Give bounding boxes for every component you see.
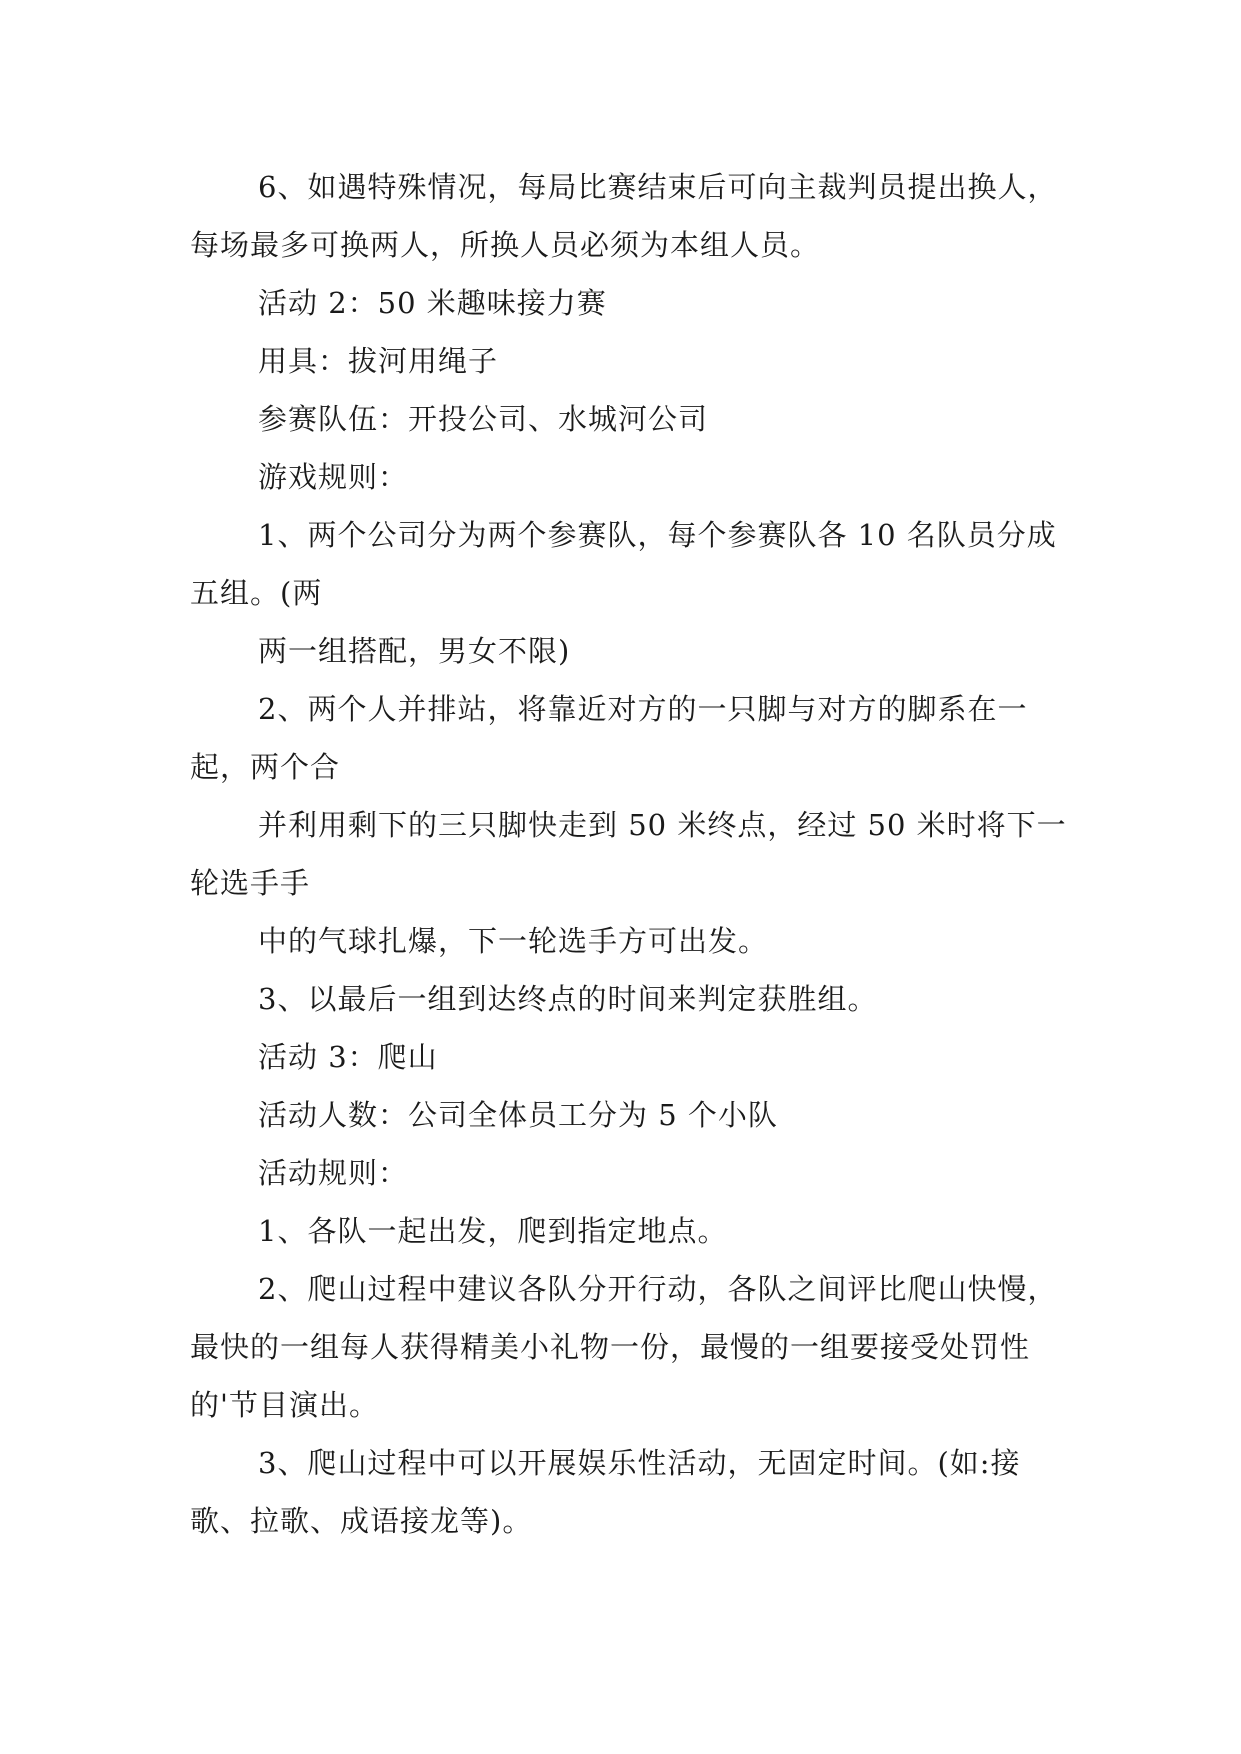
paragraph-game-rule-1-cont: 两一组搭配，男女不限) — [258, 634, 571, 668]
paragraph-climb-rule-1: 1、各队一起出发，爬到指定地点。 — [258, 1214, 728, 1248]
paragraph-equipment: 用具：拔河用绳子 — [258, 344, 499, 378]
paragraph-game-rule-1: 1、两个公司分为两个参赛队，每个参赛队各 10 名队员分成五组。(两 — [190, 518, 1057, 610]
paragraph-game-rule-3: 3、以最后一组到达终点的时间来判定获胜组。 — [258, 982, 878, 1016]
paragraph-game-rule-2: 2、两个人并排站，将靠近对方的一只脚与对方的脚系在一起，两个合 — [190, 692, 1028, 784]
paragraph-rule-6: 6、如遇特殊情况，每局比赛结束后可向主裁判员提出换人，每场最多可换两人，所换人员必须为本组人员。 — [190, 170, 1058, 262]
paragraph-game-rules-heading: 游戏规则： — [258, 460, 409, 494]
paragraph-climb-rule-2: 2、爬山过程中建议各队分开行动，各队之间评比爬山快慢，最快的一组每人获得精美小礼物一份，最慢的一组要接受处罚性的'节目演出。 — [190, 1272, 1058, 1422]
paragraph-game-rule-2-cont: 并利用剩下的三只脚快走到 50 米终点，经过 50 米时将下一轮选手手 — [190, 808, 1067, 900]
paragraph-activity-3-title: 活动 3：爬山 — [258, 1040, 438, 1074]
paragraph-climb-rule-3: 3、爬山过程中可以开展娱乐性活动，无固定时间。(如:接歌、拉歌、成语接龙等)。 — [190, 1446, 1021, 1538]
paragraph-activity-rules-heading: 活动规则： — [258, 1156, 409, 1190]
document-body — [190, 158, 1070, 1550]
paragraph-teams: 参赛队伍：开投公司、水城河公司 — [258, 402, 709, 436]
paragraph-game-rule-2-end: 中的气球扎爆，下一轮选手方可出发。 — [258, 924, 769, 958]
paragraph-activity-2-title: 活动 2：50 米趣味接力赛 — [258, 286, 607, 320]
paragraph-participants: 活动人数：公司全体员工分为 5 个小队 — [258, 1098, 778, 1132]
